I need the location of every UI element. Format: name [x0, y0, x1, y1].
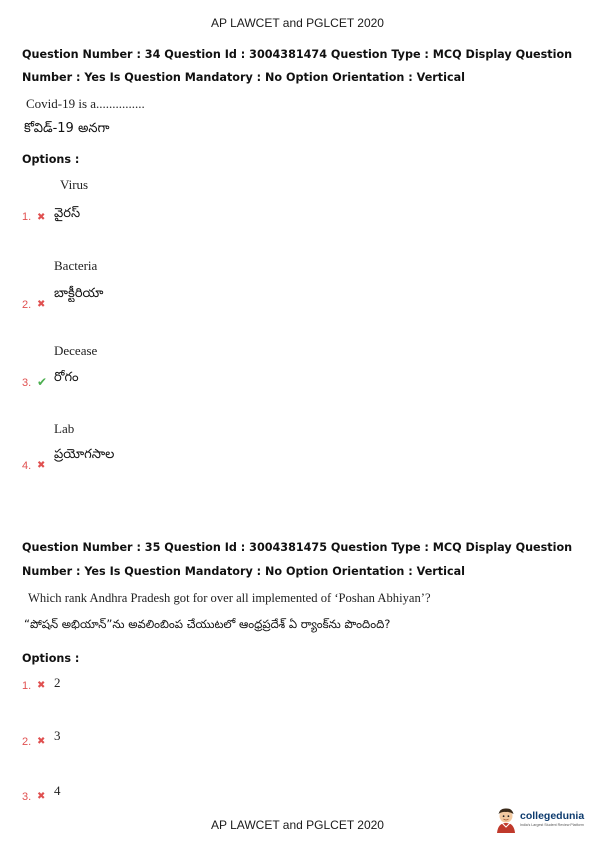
options-label: Options : [22, 153, 80, 166]
option-number: 2. [22, 299, 32, 311]
student-mascot-icon [494, 807, 518, 833]
option-text-telugu: బాక్టీరియా [54, 286, 104, 301]
question-meta-line-1: Question Number : 34 Question Id : 3004381474 Question Type : MCQ Display Question [22, 48, 573, 61]
option-value: 3 [54, 728, 61, 743]
option-value: 4 [54, 783, 61, 798]
option-text-english: Lab [54, 421, 75, 436]
wrong-mark-icon: ✖ [37, 680, 46, 691]
question-text-telugu: కోవిడ్-19 అనగా [24, 121, 110, 136]
check-mark-icon: ✔ [37, 375, 48, 389]
logo-tagline: India's Largest Student Review Platform [520, 823, 584, 827]
option-text-telugu: వైరస్ [54, 206, 81, 221]
wrong-mark-icon: ✖ [37, 212, 46, 223]
question-meta-line-1: Question Number : 35 Question Id : 3004381475 Question Type : MCQ Display Question [22, 541, 573, 554]
wrong-mark-icon: ✖ [37, 460, 46, 471]
logo-wordmark: collegedunia [520, 810, 585, 822]
page-footer-title: AP LAWCET and PGLCET 2020 [211, 818, 384, 832]
wrong-mark-icon: ✖ [37, 791, 46, 802]
option-text-english: Decease [54, 343, 98, 358]
wrong-mark-icon: ✖ [37, 299, 46, 310]
option-number: 3. [22, 791, 32, 803]
question-text-telugu: “పోషన్ అభియాన్”ను అవలింబింప చేయుటలో ఆంధ్రప్రదేశ్ ఏ ర్యాంక్‌ను పొందింది? [24, 617, 391, 631]
page-header-title: AP LAWCET and PGLCET 2020 [211, 16, 384, 30]
options-label: Options : [22, 652, 80, 665]
option-number: 4. [22, 460, 32, 472]
wrong-mark-icon: ✖ [37, 736, 46, 747]
option-value: 2 [54, 675, 61, 690]
option-number: 1. [22, 680, 32, 692]
option-text-english: Bacteria [54, 258, 98, 273]
option-number: 3. [22, 377, 32, 389]
option-text-english: Virus [60, 177, 89, 192]
question-text-english: Which rank Andhra Pradesh got for over all implemented of ‘Poshan Abhiyan’? [28, 591, 431, 605]
option-text-telugu: ప్రయోగసాల [54, 447, 115, 462]
question-meta-line-2: Number : Yes Is Question Mandatory : No Option Orientation : Vertical [22, 565, 466, 578]
question-text-english: Covid-19 is a............... [26, 96, 145, 111]
question-meta-line-2: Number : Yes Is Question Mandatory : No Option Orientation : Vertical [22, 71, 466, 84]
collegedunia-logo [494, 806, 590, 834]
option-text-telugu: రోగం [54, 370, 79, 385]
option-number: 2. [22, 736, 32, 748]
option-number: 1. [22, 211, 32, 223]
